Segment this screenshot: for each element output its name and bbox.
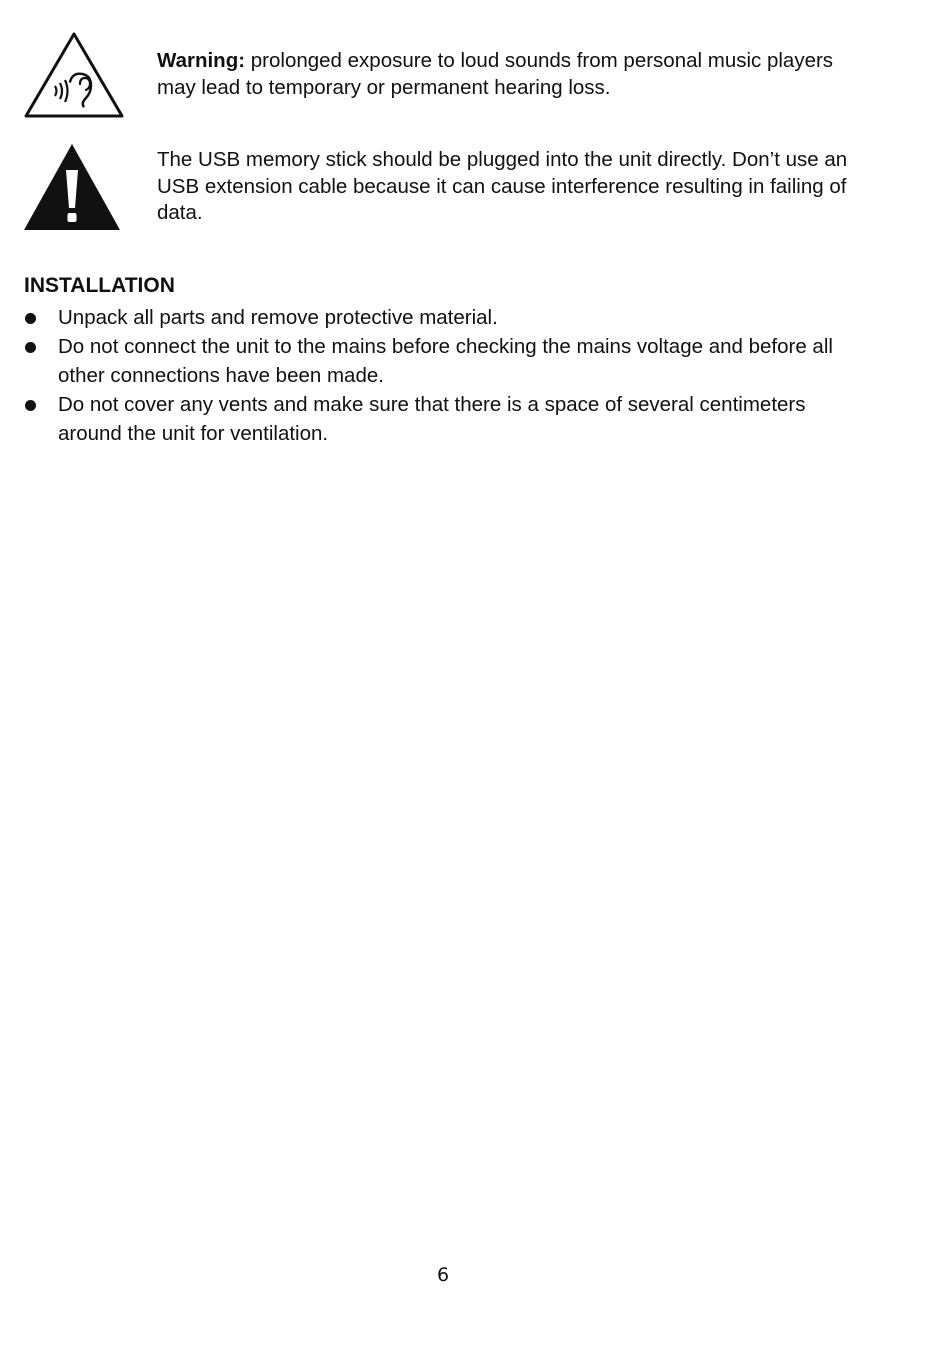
exclamation-warning-triangle-icon <box>22 142 122 237</box>
usb-warning-text: The USB memory stick should be plugged into the unit directly. Don’t use an USB extension cable because it can cause interference resulting in failing of data. <box>157 148 848 224</box>
hearing-warning-body: prolonged exposure to loud sounds from personal music players may lead to temporary or permanent hearing loss. <box>157 49 834 99</box>
list-item-text: Do not connect the unit to the mains before checking the mains voltage and before all other connections have been made. <box>58 335 833 387</box>
bullet-icon <box>25 342 36 353</box>
page-number: 6 <box>436 1264 450 1286</box>
installation-list <box>0 303 950 448</box>
bullet-icon <box>25 313 36 324</box>
list-item <box>0 332 870 390</box>
warning-label: Warning: <box>157 49 246 72</box>
installation-heading: INSTALLATION <box>24 274 175 297</box>
hearing-warning-text <box>157 48 877 101</box>
hearing-warning-triangle-icon <box>22 30 126 125</box>
list-item <box>0 303 870 332</box>
list-item <box>0 390 870 448</box>
list-item-text: Do not cover any vents and make sure that there is a space of several centimeters around the unit for ventilation. <box>58 393 806 445</box>
list-item-text: Unpack all parts and remove protective material. <box>58 306 498 329</box>
bullet-icon <box>25 400 36 411</box>
